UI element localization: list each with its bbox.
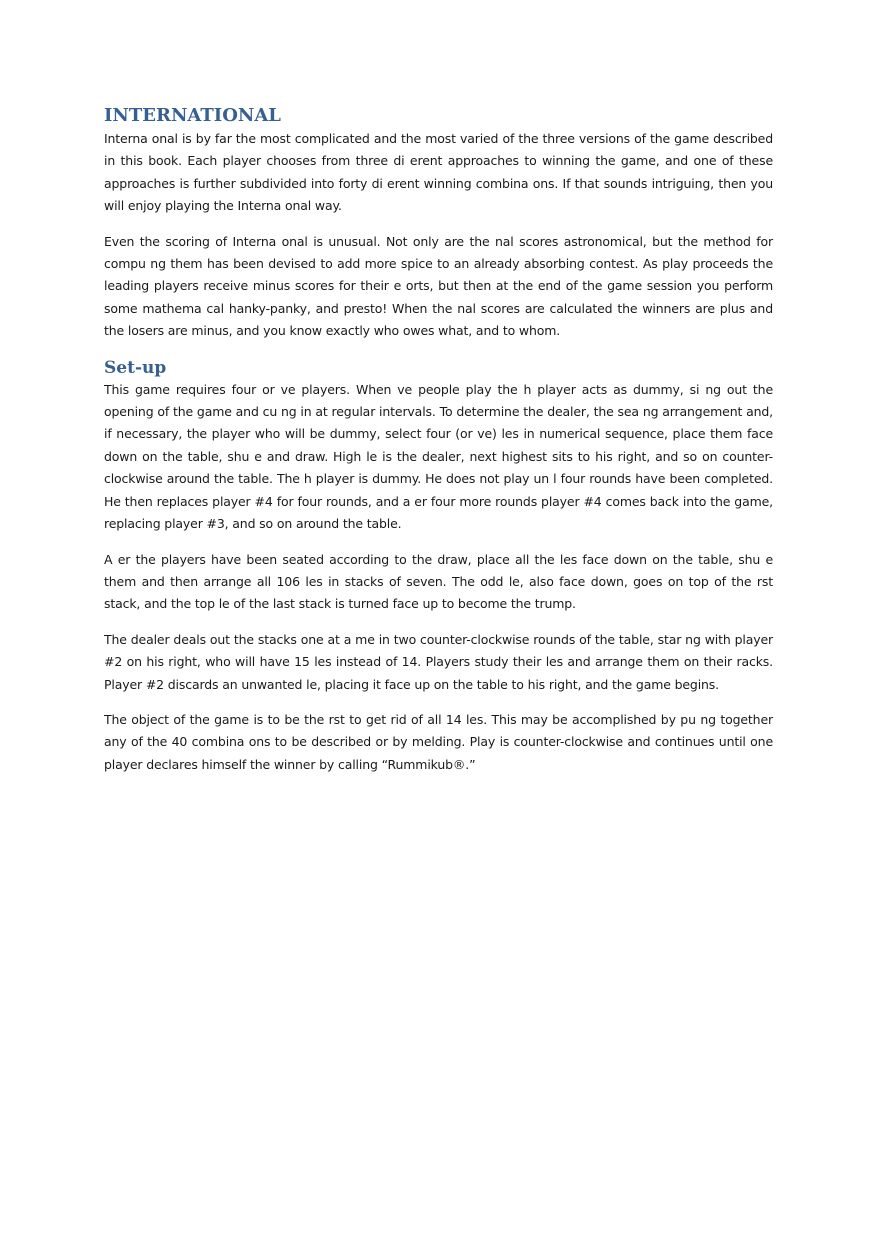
paragraph-setup-object: The object of the game is to be the rst to get rid of all 14 les. This may be accomplished by pu ng together any of the 40 combina ons to be described or by melding. Play is counter-clockwise and continues until one player declares himself the winner by calling “Rummikub®.” [104,711,773,772]
paragraph-setup-players: This game requires four or ve players. When ve people play the h player acts as dummy, si ng out the opening of the game and cu ng in at regular intervals. To determine the dealer, the sea ng arrangement and, if necessary, the player who will be dummy, select four (or ve) les in numerical sequence, place them face down on the table, shu e and draw. High le is the dealer, next highest sits to his right, and so on counter-clockwise around the table. The h player is dummy. He does not play un l four rounds have been completed. He then replaces player #4 for four rounds, and a er four more rounds player #4 comes back into the game, replacing player #3, and so on around the table. [104,381,773,532]
paragraph-international-scoring: Even the scoring of Interna onal is unusual. Not only are the nal scores astronomical, but the method for compu ng them has been devised to add more spice to an already absorbing contest. As play proceeds the leading players receive minus scores for their e orts, but then at the end of the game session you perform some mathema cal hanky-panky, and presto! When the nal scores are calculated the winners are plus and the losers are minus, and you know exactly who owes what, and to whom. [104,233,773,339]
section-heading-international: INTERNATIONAL [104,105,281,126]
paragraph-setup-tiles: A er the players have been seated according to the draw, place all the les face down on the table, shu e them and then arrange all 106 les in stacks of seven. The odd le, also face down, goes on top of the rst stack, and the top le of the last stack is turned face up to become the trump. [104,551,773,612]
paragraph-international-intro: Interna onal is by far the most complicated and the most varied of the three versions of the game described in this book. Each player chooses from three di erent approaches to winning the game, and one of these approaches is further subdivided into forty di erent winning combina ons. If that sounds intriguing, then you will enjoy playing the Interna onal way. [104,131,773,214]
document-page [104,104,773,789]
paragraph-setup-deal: The dealer deals out the stacks one at a me in two counter-clockwise rounds of the table, star ng with player #2 on his right, who will have 15 les instead of 14. Players study their les and arrange them on their racks. Player #2 discards an unwanted le, placing it face up on the table to his right, and the game begins. [104,631,773,692]
section-heading-setup: Set-up [104,357,167,378]
